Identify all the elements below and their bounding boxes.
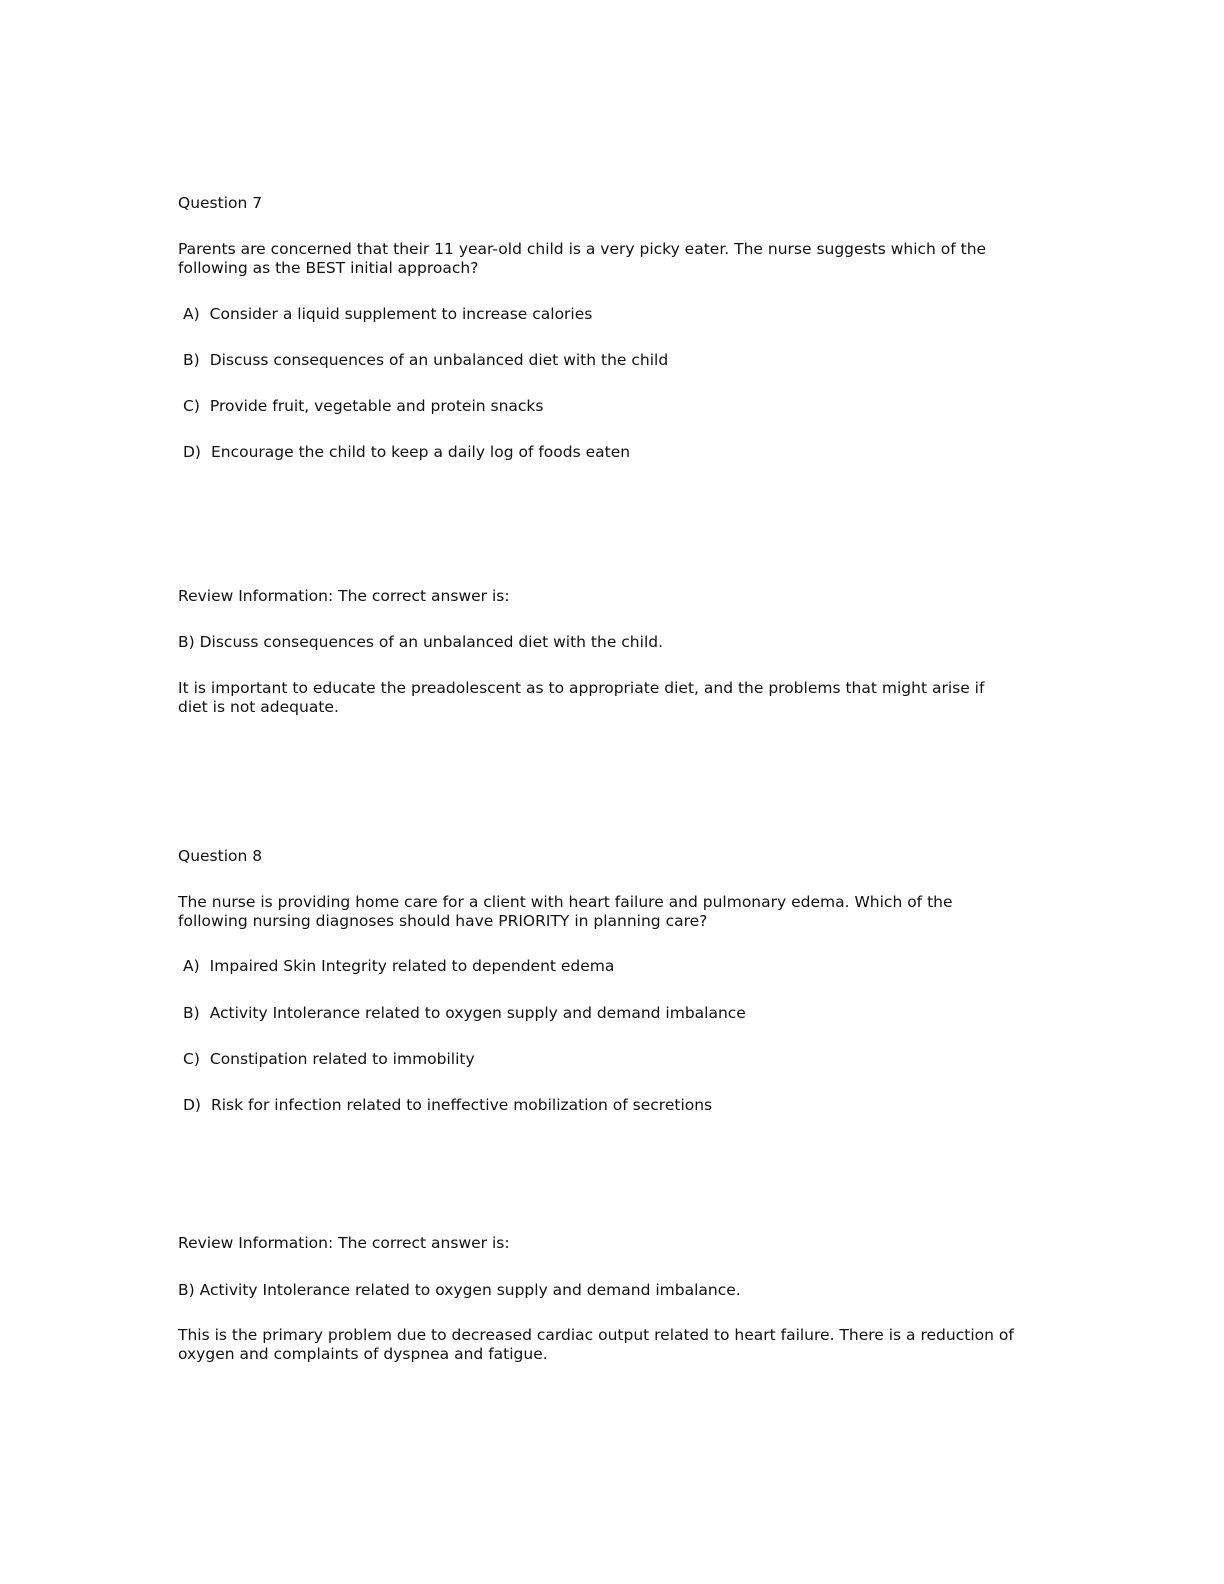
option-letter: B) bbox=[183, 351, 200, 369]
option-text: Encourage the child to keep a daily log of foods eaten bbox=[210, 443, 631, 461]
option-text: Consider a liquid supplement to increase calories bbox=[209, 305, 593, 323]
review-label: Review Information: The correct answer is: bbox=[178, 587, 510, 605]
answer-option-a bbox=[183, 305, 1043, 324]
question-stem: The nurse is providing home care for a client with heart failure and pulmonary edema. Which of the following nursing diagnoses should have PRIORITY in planning care? bbox=[178, 893, 958, 930]
answer-option-d bbox=[183, 1096, 1043, 1115]
review-label: Review Information: The correct answer is: bbox=[178, 1234, 510, 1252]
rationale: It is important to educate the preadolescent as to appropriate diet, and the problems that might arise if diet is not adequate. bbox=[178, 679, 990, 716]
correct-answer: B) Discuss consequences of an unbalanced diet with the child. bbox=[178, 633, 664, 651]
option-text: Activity Intolerance related to oxygen supply and demand imbalance bbox=[209, 1004, 746, 1022]
answer-option-d bbox=[183, 443, 1043, 462]
option-letter: D) bbox=[183, 1096, 201, 1114]
answer-option-a bbox=[183, 957, 1043, 976]
question-heading: Question 8 bbox=[178, 847, 263, 865]
correct-answer: B) Activity Intolerance related to oxygen supply and demand imbalance. bbox=[178, 1281, 741, 1299]
option-text: Discuss consequences of an unbalanced diet with the child bbox=[209, 351, 669, 369]
option-letter: A) bbox=[183, 305, 200, 323]
option-text: Risk for infection related to ineffective mobilization of secretions bbox=[210, 1096, 713, 1114]
answer-option-b bbox=[183, 351, 1043, 370]
option-text: Impaired Skin Integrity related to dependent edema bbox=[209, 957, 615, 975]
option-text: Constipation related to immobility bbox=[209, 1050, 475, 1068]
option-letter: A) bbox=[183, 957, 200, 975]
answer-option-c bbox=[183, 397, 1043, 416]
option-letter: D) bbox=[183, 443, 201, 461]
rationale: This is the primary problem due to decreased cardiac output related to heart failure. There is a reduction of oxygen and complaints of dyspnea and fatigue. bbox=[178, 1326, 1019, 1363]
option-letter: B) bbox=[183, 1004, 200, 1022]
answer-option-b bbox=[183, 1004, 1043, 1023]
option-letter: C) bbox=[183, 1050, 200, 1068]
option-letter: C) bbox=[183, 397, 200, 415]
question-heading: Question 7 bbox=[178, 194, 263, 212]
option-text: Provide fruit, vegetable and protein snacks bbox=[209, 397, 544, 415]
answer-option-c bbox=[183, 1050, 1043, 1069]
question-stem: Parents are concerned that their 11 year-old child is a very picky eater. The nurse suggests which of the following as the BEST initial approach? bbox=[178, 240, 992, 277]
